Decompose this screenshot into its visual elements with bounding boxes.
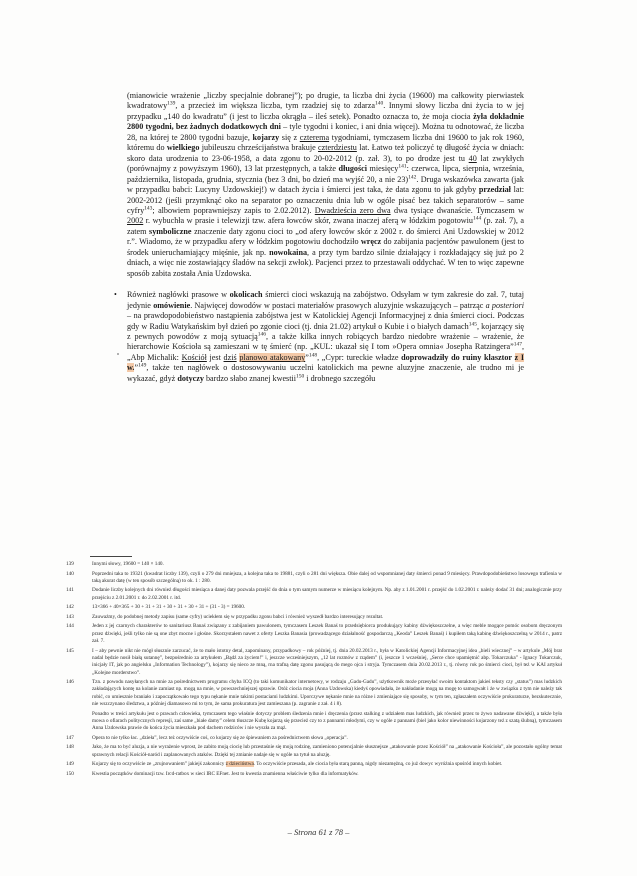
footnote-ref: 142 <box>408 173 417 180</box>
text-run: do zabijania pacjentów pawulonem (jest to środek unieruchamiający mięśnie, jak np. <box>127 237 524 257</box>
text-run: znaczenie daty zgonu cioci to „od afery łowców skór z 2002 r. do śmierci Ani Uzdowskiej w 2012 r.”. Wiadomo, że w przypadku afery w łódzkim pogotowiu dochodziło <box>127 226 524 247</box>
page-number: – Strona 61 z 78 – <box>287 827 350 837</box>
text-run: okolicach <box>229 290 263 300</box>
text-run: się z <box>279 132 300 142</box>
footnote-text: Jeden z jej czarnych charakterów to sanitariusz Banaś związany z zabijaniem pawulonem, tymczasem Leszek Banaś to przedsiębiorca produkujący kabiny dźwiękoszczelne, a więc meble mogące pomóc osobom dręczonym przez dźwięki, jeśli tylko nie są one zbyt mocne i głośne. Skorzystałem nawet z oferty Leszka Banasia (prowadzącego działalność gospodarczą „Keoda” Leszek Banaś) i kupiłem taką kabinę dźwiękoszczelną w 2014 r., patrz zał. 7. <box>92 623 562 645</box>
text-run: a posteriori <box>485 300 524 310</box>
footnote-ref: 150 <box>296 373 305 380</box>
text-run: Kościół <box>181 352 207 362</box>
footnote <box>66 623 562 645</box>
text-run: . Najwięcej dowodów w postaci materiałów prasowych aluzyjnie wskazujących – patrząc <box>190 300 486 310</box>
footnote <box>66 648 562 677</box>
footnote-ref: 141 <box>398 163 407 170</box>
text-run: dziś <box>223 352 237 362</box>
text-run: jubileuszu chrześcijaństwa brakuje <box>199 143 319 153</box>
footnote-ref: 145 <box>468 320 477 327</box>
text-run: 40 <box>468 153 477 163</box>
text-run: ” <box>134 363 139 373</box>
footnote <box>66 679 562 708</box>
text-run: 2002 <box>127 216 144 226</box>
footnote-ref: 144 <box>472 215 482 222</box>
footnote-number: 147 <box>66 734 74 741</box>
footnote-ref: 139 <box>167 100 176 107</box>
footnotes <box>66 561 562 780</box>
text-run: , a przy tym bardzo silnie działający i rozkładający się już po 2 dniach, a więc nie zostawiający śladów na sekcji zwłok). Pacjenci przez to przestawali oddychać. W ten to więc zapewne sposób zabita została Ania Uzdowska. <box>127 247 524 278</box>
footnote-number: 143 <box>66 613 74 620</box>
text-run: , „Abp Michalik: <box>127 342 524 362</box>
footnote <box>66 711 562 733</box>
footnote <box>66 744 562 759</box>
text-run: wręcz <box>360 237 382 247</box>
footnote-ref: 143 <box>144 205 153 212</box>
footnote-number: 148 <box>66 744 74 751</box>
footnote-text: Opera to nie tylko łac. „dzieła”, lecz też oczywiście coś, co kojarzy się ze śpiewaniem za pośrednictwem słowa „operacja”. <box>92 734 348 741</box>
footnote-separator <box>90 556 132 557</box>
footnote <box>66 761 562 768</box>
text-run: Dwadzieścia zero dwa <box>314 205 391 215</box>
text-run: . Innymi słowy liczba dni życia to w jej przypadku „140 do kwadratu” (i jest to liczba okrągła – ileś setek). Ponadto oznacza to, że moja ciocia <box>127 101 524 121</box>
text-run: : czerwca, lipca, sierpnia, września, października, listopada, grudnia, stycznia (bez 3 dni, bo dzień ma wyjść 20, a nie 23) <box>127 164 524 184</box>
text-run: nowokaina <box>269 247 308 257</box>
footnote-number: 139 <box>66 561 74 567</box>
text-run: , także ten nagłówek o dostosowywaniu uczelni katolickich ma pewne aluzyjne znaczenie, ale trudno mi je wykazać, gdyż <box>127 363 524 383</box>
footnote-text: Kojarzy się to oczywiście ze „zrujnowaniem” jakiejś zakonnicy z dzieciństwa. To oczywiście przesada, ale ciocia była starą panną, nigdy niezamężną, co już dowyc wyróżnia spośród innych kobiet. <box>92 761 503 768</box>
text-run: . Druga wskazówka zawarta (jak w przypadku babci: Lucyny Uzdowskiej!) w datach życia i śmierci jest taka, że data zgonu to jak gdyby <box>127 174 524 195</box>
text-run: (p. zał. 7), a zatem <box>127 216 524 236</box>
footnote-ref: 140 <box>374 100 384 107</box>
text-run: (mianowicie wrażenie „liczby specjalnie dobranej”); po drugie, ta liczba dni życia (19600) ma całkowity pierwiastek kwadratowy <box>127 91 524 111</box>
text-run: Również nagłówki prasowe w <box>127 290 230 300</box>
text-run: żyła dokładnie 2800 tygodni, bez żadnych dodatkowych dni <box>127 111 524 132</box>
footnote-text: Zauważmy, do podobnej metody zapisu (same cyfry) uciekłem się w przypadku zgonu babci i również wyszedł bardzo interesujący rezultat. <box>92 613 384 620</box>
text-run: , „Cypr: tureckie władze <box>317 352 402 362</box>
text-run: czterema <box>299 132 330 142</box>
text-run: czterdziestu <box>318 143 357 153</box>
footnote-text: Jako, że ma to być aluzja, a nie wyrażenie wprost, że zabito moją ciocię lub przestaśnie się moją rodzinę, zamieniono potencjalnie słusznejsze „atakowanie przez Kościół” na „atakowanie Kościoła”, ale pozostało ogólny temat sprawnych relacji Kościół-naród i zaplanowanych ataków. Dzięki tej zmianie nadaje się w ogóle na tytuł na aluzję. <box>92 744 562 758</box>
footnote-ref: 147 <box>513 341 522 348</box>
footnote-number: 150 <box>66 770 74 777</box>
footnote <box>66 604 562 611</box>
footnote-number: 144 <box>66 623 74 630</box>
footnote-number: 146 <box>66 679 74 686</box>
footnote-text: Poprzedni taka to 19321 (kwadrat liczby 139), czyli o 279 dni mniejsza, a kolejna taka to 19881, czyli o 281 dni większa. Obie dalej od wspomnianej daty śmierci ponad 9 miesięcy. Prawdopodobieństwo losowego trafienia w taką akurat datę (w ten sposób szczególną) to ok. 1 : 280. <box>92 570 562 584</box>
text-run: dwa tysiące dwanaście. Tymczasem w <box>390 205 524 215</box>
text-run: omówienie <box>153 300 191 310</box>
text-run: , a przecież im większa liczba, tym rzadziej się to zdarza <box>175 101 375 111</box>
footnote <box>66 571 562 586</box>
text-run: kojarzy <box>252 132 280 142</box>
footnote-number: 145 <box>66 647 74 654</box>
footnote <box>66 614 562 621</box>
text-run: śmierci cioci wskazują na zabójstwo. Odsyłam w tym zakresie do zał. 7, tutaj jedynie <box>127 290 525 310</box>
footnote <box>66 771 562 778</box>
text-run: symboliczne <box>149 226 192 236</box>
text-run: bardzo słabo znanej kwestii <box>203 373 296 383</box>
text-run: ” <box>305 352 309 362</box>
text-run: przedział <box>478 185 511 195</box>
text-run: , a także kilka innych robiących bardzo niedobre wrażenie – wrażenie, że hierarchowie Kościoła są zamieszani w tę śmierć (np. „KUL: ukazał się I tom »Opera omnia« Josepha Ratzingera” <box>127 331 524 352</box>
footnote-ref: 146 <box>257 331 266 338</box>
footnote <box>66 735 562 742</box>
footnote-text: Ponadto w treści artykułu jest o prawach człowieka, tymczasem tego właśnie dotyczy problem śledzenia mnie i dręczenia (przez stalking z udziałem mas ludzkich, jak również przez to żywo nadawane dźwięki), a także była mowa o ofiarach politycznych represji, zaś same „białe damy” celem tłuszcze Kubę kojarzą się przecież czy to z pannami młodymi, czy w ogóle z pannami (biel jako kolor niewinności kojarzony też z szatą ślubną), tymczasem Anna Uzdowska prawie do końca życia mieszkała pod dachem rodziców i nie wyszła za mąż. <box>92 710 563 732</box>
text-run: lat zwykłych (porównajmy z powyższym 1960), 13 lat przestępnych, a także <box>127 153 524 174</box>
text-run: wielkiego <box>166 143 200 153</box>
margin-mark <box>117 353 119 355</box>
footnote-ref: 148 <box>308 352 318 359</box>
footnote-text: I – aby pewnie nikt nie mógł słusznie zarzucać, że to mało istotny detal, zapominany, przypadkowy – rok później, tj. dnia 20.02.2013 r., była w Katolickiej Agencji Informacyjnej idea „bieli wiecznej” – w artykule „Mój brat nadal będzie nosił białą sutannę”, bezpośrednio za artykułem „Bądź za życiem!” i, jeszcze wcześniejszym, „12 lat rozmów z rządem” (i, jeszcze 1 wcześniej, „Serce chce upamiętnić abp. Tokarczuka” - Ignacy Tokarczuk, inicjały IT, jak po angielsku „Information Technology”), kojarzy się nieco ze mną, rna trafną datę zgonu pasującą do mego ojca i stryja. Tymczasem dnia 20.02.2013 r., tj. równy rok po śmierci cioci, był też w KAI artykuł „Kolejne morderstwo”. <box>92 647 562 676</box>
footnote-number: 141 <box>66 587 74 594</box>
footnote-number: 142 <box>66 604 74 611</box>
text-run: lat: 2002-2012 (jeśli przymknąć oko na separator po oznaczeniu dnia lub w ogóle pisać bez takich separatorów – same cyfry <box>127 185 524 215</box>
text-run: lat. Łatwo też policzyć tę długość życia w dniach: skoro data urodzenia to 23-06-1958, a data zgonu to 20-02-2012 (p. zał. 3), to po drodze jest tu <box>127 143 525 163</box>
footnote-text: Dodanie liczby kolejnych dni również długości miesiąca a danej daty pozwala przejść do dnia o tym samym numerze w miesiącu kolejnym. Np. aby z 1.01.2001 r. przejść do 1.02.2001 r. należy dodać 31 dni; analogicznie przy przejściu z 2.01.2001 r. do 2.02.2001 r. itd. <box>92 587 562 601</box>
paragraph-2 <box>114 290 525 384</box>
footnote-text: Tzn. z powodu nasyłanych na mnie za pośrednictwem programu chyba ICQ (to taki komunikator internetowy, w rodzaju „Gadu-Gadu”, użytkownik może przesyłać swoim kontaktom jakieś teksty czy „status”) mas ludzkich zakładających kontę na kolanie zamiast np. mogą na mnie, w powszechniejszej sprawie. Otóż ciocia moja (Anna Uzdowska) kiedyś opowiadała, że nakładanie mogą na mogę to samogwałt i że w związku z tym nie należy tak robić, co umiesznie braniało i zapoczątkowało tego typu nękanie mnie takimi postaciami ludzkimi. Uporczywe nękanie mnie na różne i zmieniające się sposoby, w tym ten, zgłaszałem oczywiście prokuraturze, bezskutecznie, nie wszczynano śledztwa, a później diamasowo mi to tym, że sama prokuratura jest zamieszana (p. zagranie z zał. 4 i 8). <box>92 679 562 708</box>
text-run: , kojarzący się z pewnych powodów z moją sytuacją <box>127 321 524 341</box>
footnote-ref: 149 <box>138 362 147 369</box>
footnote-text: Innymi słowy, 19600 = 140 × 140. <box>92 561 164 567</box>
text-run: długości <box>338 164 367 174</box>
paragraph-1 <box>127 91 524 279</box>
text-run: jest <box>206 352 224 362</box>
footnote <box>66 561 562 568</box>
text-run: planowo atakowany <box>239 352 306 362</box>
text-run: miesięcy <box>367 164 399 174</box>
text-run: doprowadziły do ruiny klasztor <box>401 352 515 362</box>
text-run: tygodniami, tymczasem liczba dni 19600 to jak rok 1960, któremu do <box>127 132 524 153</box>
footnote <box>66 587 562 602</box>
footnote-number: 140 <box>66 570 74 577</box>
text-run: – na prawdopodobieństwo nastąpienia zabójstwa jest w Katolickiej Agencji Informacyjnej z dnia śmierci cioci. Podczas gdy w Radiu Watykańskim był dzień po zgonie cioci (tj. dnia 21.02) artykuł o Kubie i o białych damach <box>127 311 524 331</box>
footnote-text: Kwestia początków dominacji tzw. Ircd-ratbox w sieci IRC EFnet. Jest to kwestia znamienna właściwie tylko dla informatyków. <box>92 770 359 777</box>
footnote-text: 13×366 + 40×365 + 30 + 31 + 31 + 30 + 31 + 30 + 31 + (31 - 3) = 19600. <box>92 604 246 611</box>
text-run: ; albowiem poprawniejszy zapis to 2.02.2012). <box>152 205 315 215</box>
footnote-number: 149 <box>66 761 74 768</box>
text-run: r. wybuchła w prasie i telewizji tzw. afera łowców skór, zwana inaczej aferą w łódzkim pogotowiu <box>143 216 473 226</box>
main-text <box>114 91 525 384</box>
text-run: i drobnego szczegółu <box>304 373 376 383</box>
bullet-marker: • <box>114 290 117 300</box>
text-run: z I w. <box>127 352 524 373</box>
text-run: dotyczy <box>177 373 204 383</box>
text-run: – tyle tygodni i koniec, i ani dnia więcej). Można tu odnotować, że liczba 28, na której te 2800 tygodni bazuje, <box>127 122 524 142</box>
